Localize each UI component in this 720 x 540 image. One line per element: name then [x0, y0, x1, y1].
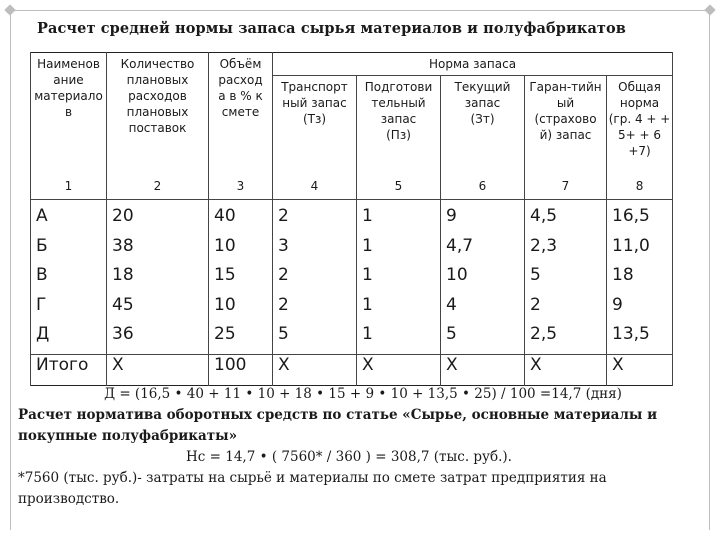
header-consumption-percent: Объём расход а в % к смете [209, 53, 273, 180]
total-row [31, 354, 673, 385]
total-cell: 100 [209, 354, 273, 385]
column-number-row [31, 179, 673, 200]
total-cell: Х [441, 354, 525, 385]
cell-consumption-percent: 40 10 15 10 25 [209, 200, 273, 355]
header-planned-deliveries: Количество плановых расходов плановых поставок [107, 53, 209, 180]
cell-preparatory-stock: 1 1 1 1 1 [357, 200, 441, 355]
total-label: Итого [31, 354, 107, 385]
frame-corner-ornament [4, 4, 15, 15]
header-transport-stock: Транспорт ный запас (Тз) [273, 76, 357, 180]
frame-corner-ornament [704, 4, 715, 15]
total-cell: Х [607, 354, 673, 385]
column-number: 4 [273, 179, 357, 200]
cell-current-stock: 9 4,7 10 4 5 [441, 200, 525, 355]
column-number: 2 [107, 179, 209, 200]
header-stock-norm-group: Норма запаса [273, 53, 673, 76]
header-total-norm: Общая норма (гр. 4 + + 5+ + 6 +7) [607, 76, 673, 180]
header-safety-stock: Гаран-тийн ый (страхово й) запас [525, 76, 607, 180]
total-cell: Х [357, 354, 441, 385]
total-cell: Х [273, 354, 357, 385]
column-number: 8 [607, 179, 673, 200]
cell-total-norm: 16,5 11,0 18 9 13,5 [607, 200, 673, 355]
frame-left-line [10, 10, 11, 530]
footnote: *7560 (тыс. руб.)- затраты на сырьё и материалы по смете затрат предприятия на производство. [18, 470, 607, 507]
page-title: Расчет средней нормы запаса сырья материалов и полуфабрикатов [37, 20, 626, 37]
header-row-1 [31, 53, 673, 76]
total-cell: Х [525, 354, 607, 385]
cell-transport-stock: 2 3 2 2 5 [273, 200, 357, 355]
cell-safety-stock: 4,5 2,3 5 2 2,5 [525, 200, 607, 355]
header-preparatory-stock: Подготови тельный запас (Пз) [357, 76, 441, 180]
section-heading: Расчет норматива оборотных средств по статье «Сырье, основные материалы и покупные полуфабрикаты» [18, 407, 658, 444]
header-current-stock: Текущий запас (Зт) [441, 76, 525, 180]
column-number: 7 [525, 179, 607, 200]
frame-right-line [709, 10, 710, 530]
frame-top-line [10, 10, 710, 11]
cell-material-names: А Б В Г Д [31, 200, 107, 355]
column-number: 6 [441, 179, 525, 200]
column-number: 5 [357, 179, 441, 200]
total-cell: Х [107, 354, 209, 385]
calculation-text [18, 384, 708, 510]
column-number: 1 [31, 179, 107, 200]
cell-planned-deliveries: 20 38 18 45 36 [107, 200, 209, 355]
header-material-name: Наименов ание материало в [31, 53, 107, 180]
data-body-row [31, 200, 673, 355]
column-number: 3 [209, 179, 273, 200]
stock-norm-table [30, 52, 673, 386]
formula-norm-value: Нс = 14,7 • ( 7560* / 360 ) = 308,7 (тыс. руб.). [186, 449, 512, 465]
formula-days: Д = (16,5 • 40 + 11 • 10 + 18 • 15 + 9 • 10 + 13,5 • 25) / 100 =14,7 (дня) [104, 386, 622, 402]
